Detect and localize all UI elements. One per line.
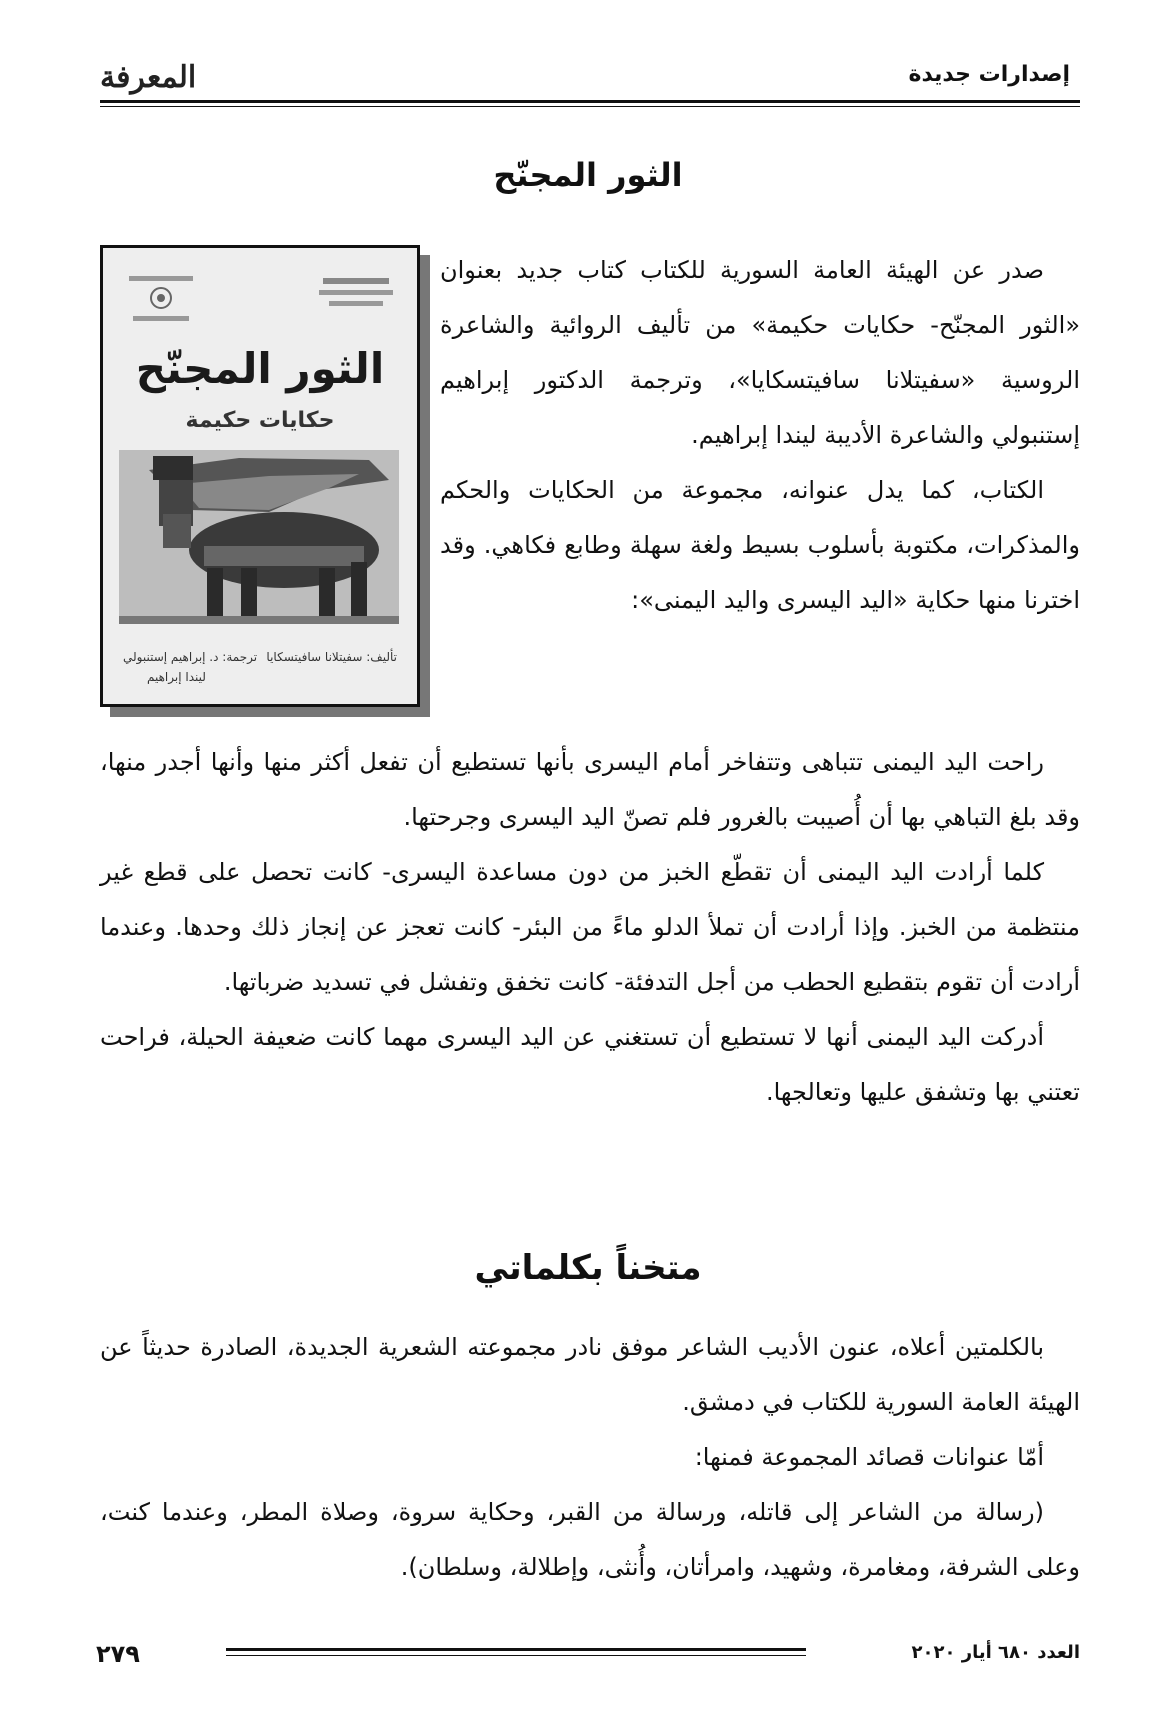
footer-rule [226, 1648, 806, 1651]
paragraph: بالكلمتين أعلاه، عنون الأديب الشاعر موفق نادر مجموعته الشعرية الجديدة، الصادرة حديثاً عن الهيئة العامة السورية للكتاب في دمشق. [100, 1333, 1080, 1416]
publisher-emblem-icon [313, 274, 399, 318]
article-2-body [100, 1320, 1080, 1595]
article-body-bottom [100, 735, 1080, 1120]
cover-subtitle: حكايات حكيمة [185, 408, 335, 433]
magazine-logo: المعرفة [100, 60, 197, 95]
book-cover-image [100, 245, 420, 707]
paragraph: أمّا عنوانات قصائد المجموعة فمنها: [694, 1443, 1044, 1471]
page-number: ٢٧٩ [96, 1640, 140, 1668]
issue-label: العدد ٦٨٠ أيار ٢٠٢٠ [911, 1642, 1080, 1663]
paragraph: الكتاب، كما يدل عنوانه، مجموعة من الحكايات والحكم والمذكرات، مكتوبة بأسلوب بسيط ولغة سهلة وطابع فكاهي. وقد اخترنا منها حكاية «اليد اليسرى واليد اليمنى»: [440, 476, 1080, 614]
article-title: الثور المجنّح [493, 156, 683, 194]
header-rule-thin [100, 106, 1080, 107]
cover-translator: ترجمة: د. إبراهيم إستنبولي [123, 650, 258, 664]
paragraph: كلما أرادت اليد اليمنى أن تقطّع الخبز من دون مساعدة اليسرى- كانت تحصل على قطع غير منتظمة من الخبز. وإذا أرادت أن تملأ الدلو ماءً من البئر- كانت تعجز عن إنجاز ذلك وحدها. وعندما أرادت أن تقوم بتقطيع الحطب من أجل التدفئة- كانت تخفق وتفشل في تسديد ضرباتها. [100, 858, 1080, 996]
cover-translator-2: ليندا إبراهيم [147, 670, 206, 684]
paragraph: راحت اليد اليمنى تتباهى وتتفاخر أمام اليسرى بأنها تستطيع أن تفعل أكثر منها وأنها أجدر منها، وقد بلغ التباهي بها أن أُصيبت بالغرور فلم تصنّ اليد اليسرى وجرحتها. [100, 748, 1080, 831]
series-emblem-icon [121, 274, 201, 330]
article-body-top [440, 243, 1080, 628]
footer-rule-thin [226, 1655, 806, 1656]
cover-author: تأليف: سفيتلانا سافيتسكايا [266, 650, 397, 664]
cover-title: الثور المجنّح [135, 344, 385, 393]
article-title-2: متخناً بكلماتي [474, 1248, 702, 1288]
section-label: إصدارات جديدة [908, 62, 1070, 87]
paragraph: أدركت اليد اليمنى أنها لا تستطيع أن تستغني عن اليد اليسرى مهما كانت ضعيفة الحيلة، فراحت تعتني بها وتشفق عليها وتعالجها. [100, 1023, 1080, 1106]
winged-bull-icon [119, 450, 399, 624]
header-rule [100, 100, 1080, 103]
paragraph: (رسالة من الشاعر إلى قاتله، ورسالة من القبر، وحكاية سروة، وصلاة المطر، وعندما كنت، وعلى الشرفة، ومغامرة، وشهيد، وامرأتان، وأُنثى، وإطلالة، وسلطان). [100, 1498, 1080, 1581]
paragraph: صدر عن الهيئة العامة السورية للكتاب كتاب جديد بعنوان «الثور المجنّح- حكايات حكيمة» من تأليف الروائية والشاعرة الروسية «سفيتلانا سافيتسكايا»، وترجمة الدكتور إبراهيم إستنبولي والشاعرة الأديبة ليندا إبراهيم. [440, 256, 1080, 449]
